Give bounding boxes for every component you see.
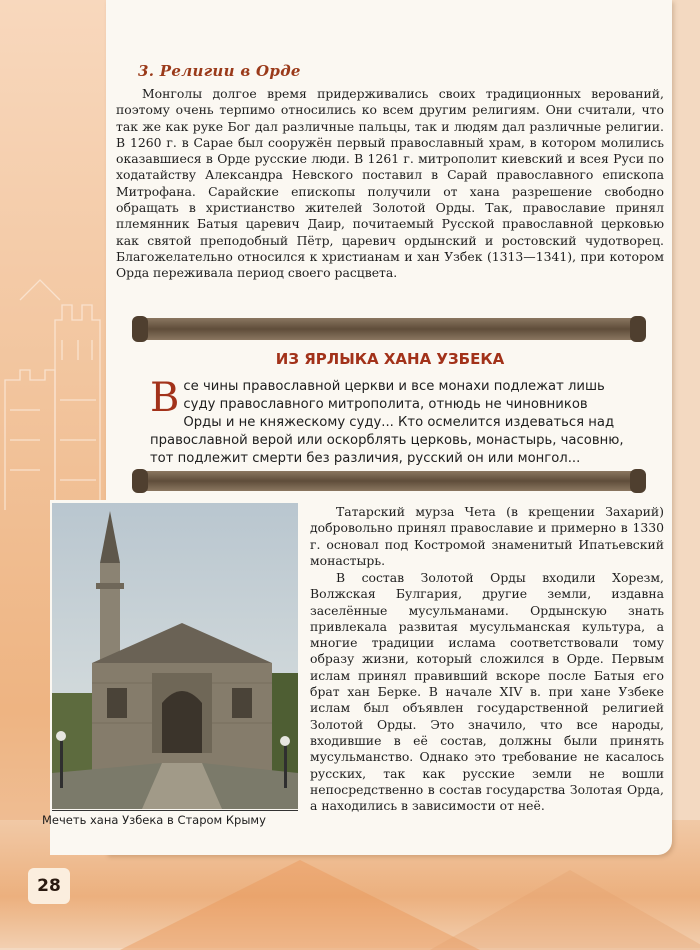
scroll-end: [630, 316, 646, 342]
drop-cap: В: [150, 375, 180, 421]
section-title: 3. Религии в Орде: [138, 62, 301, 80]
mosque-photo: [52, 503, 298, 809]
caption-divider: [52, 810, 298, 811]
document-title: ИЗ ЯРЛЫКА ХАНА УЗБЕКА: [275, 350, 505, 368]
paragraph-islam: В состав Золотой Орды входили Хорезм, Волжская Булгария, другие земли, издавна заселённые мусульманами. Ордынскую знать привлекала развитая мусульманская культура, а многие традиции ислама соответствовали тому образу жизни, который сложился в Орде. Первым ислам принял правивший вскоре после Батыя его брат хан Берке. В начале XIV в. при хане Узбеке ислам был объявлен государственной религией Золотой Орды. Это значило, что все народы, входившие в её состав, должны были принять мусульманство. Однако это требование не касалось русских, так как русские земли не вошли непосредственно в состав государства Золотая Орда, а находились в зависимости от неё.: [310, 570, 664, 814]
fortress-sketch-decoration: [0, 260, 110, 520]
scroll-end: [630, 469, 646, 493]
photo-caption: Мечеть хана Узбека в Старом Крыму: [42, 813, 266, 827]
paragraph-cheta: Татарский мурза Чета (в крещении Захарий) добровольно принял православие и примерно в 1330 г. основал под Костромой знаменитый Ипатьевский монастырь.: [310, 504, 664, 568]
page-number: 28: [28, 868, 70, 904]
scroll-banner-top: [140, 318, 638, 340]
scroll-banner-bottom: [140, 471, 638, 491]
intro-paragraph: Монголы долгое время придерживались своих традиционных верований, поэтому очень терпимо относились ко всем другим религиям. Они считали, что так же как руке Бог дал различные пальцы, так и людям дал различные религии. В 1260 г. в Сарае был сооружён первый православный храм, в котором молились оказавшиеся в Орде русские люди. В 1261 г. митрополит киевский и всея Руси по ходатайству Александра Невского поставил в Сарай православного епископа Митрофана. Сарайские епископы получили от хана разрешение свободно обращать в христианство жителей Золотой Орды. Так, православие принял племянник Батыя царевич Даир, почитаемый Русской православной церковью как святой преподобный Пётр, царевич ордынский и ростовский чудотворец. Благожелательно относился к христианам и хан Узбек (1313—1341), при котором Орда переживала период своего расцвета.: [116, 86, 664, 281]
background-triangle: [120, 860, 480, 950]
background-triangle: [430, 870, 700, 950]
scroll-end: [132, 316, 148, 342]
document-body: се чины православной церкви и все монахи подлежат лишь суду православного митрополита, отнюдь не чиновников Орды и не княжескому суду... Кто осмелится издеваться над православной верой или оскорблять церковь, монастырь, часовню, тот подлежит смерти без различия, русский он или монгол...: [150, 379, 624, 466]
scroll-end: [132, 469, 148, 493]
document-text: [150, 375, 630, 468]
